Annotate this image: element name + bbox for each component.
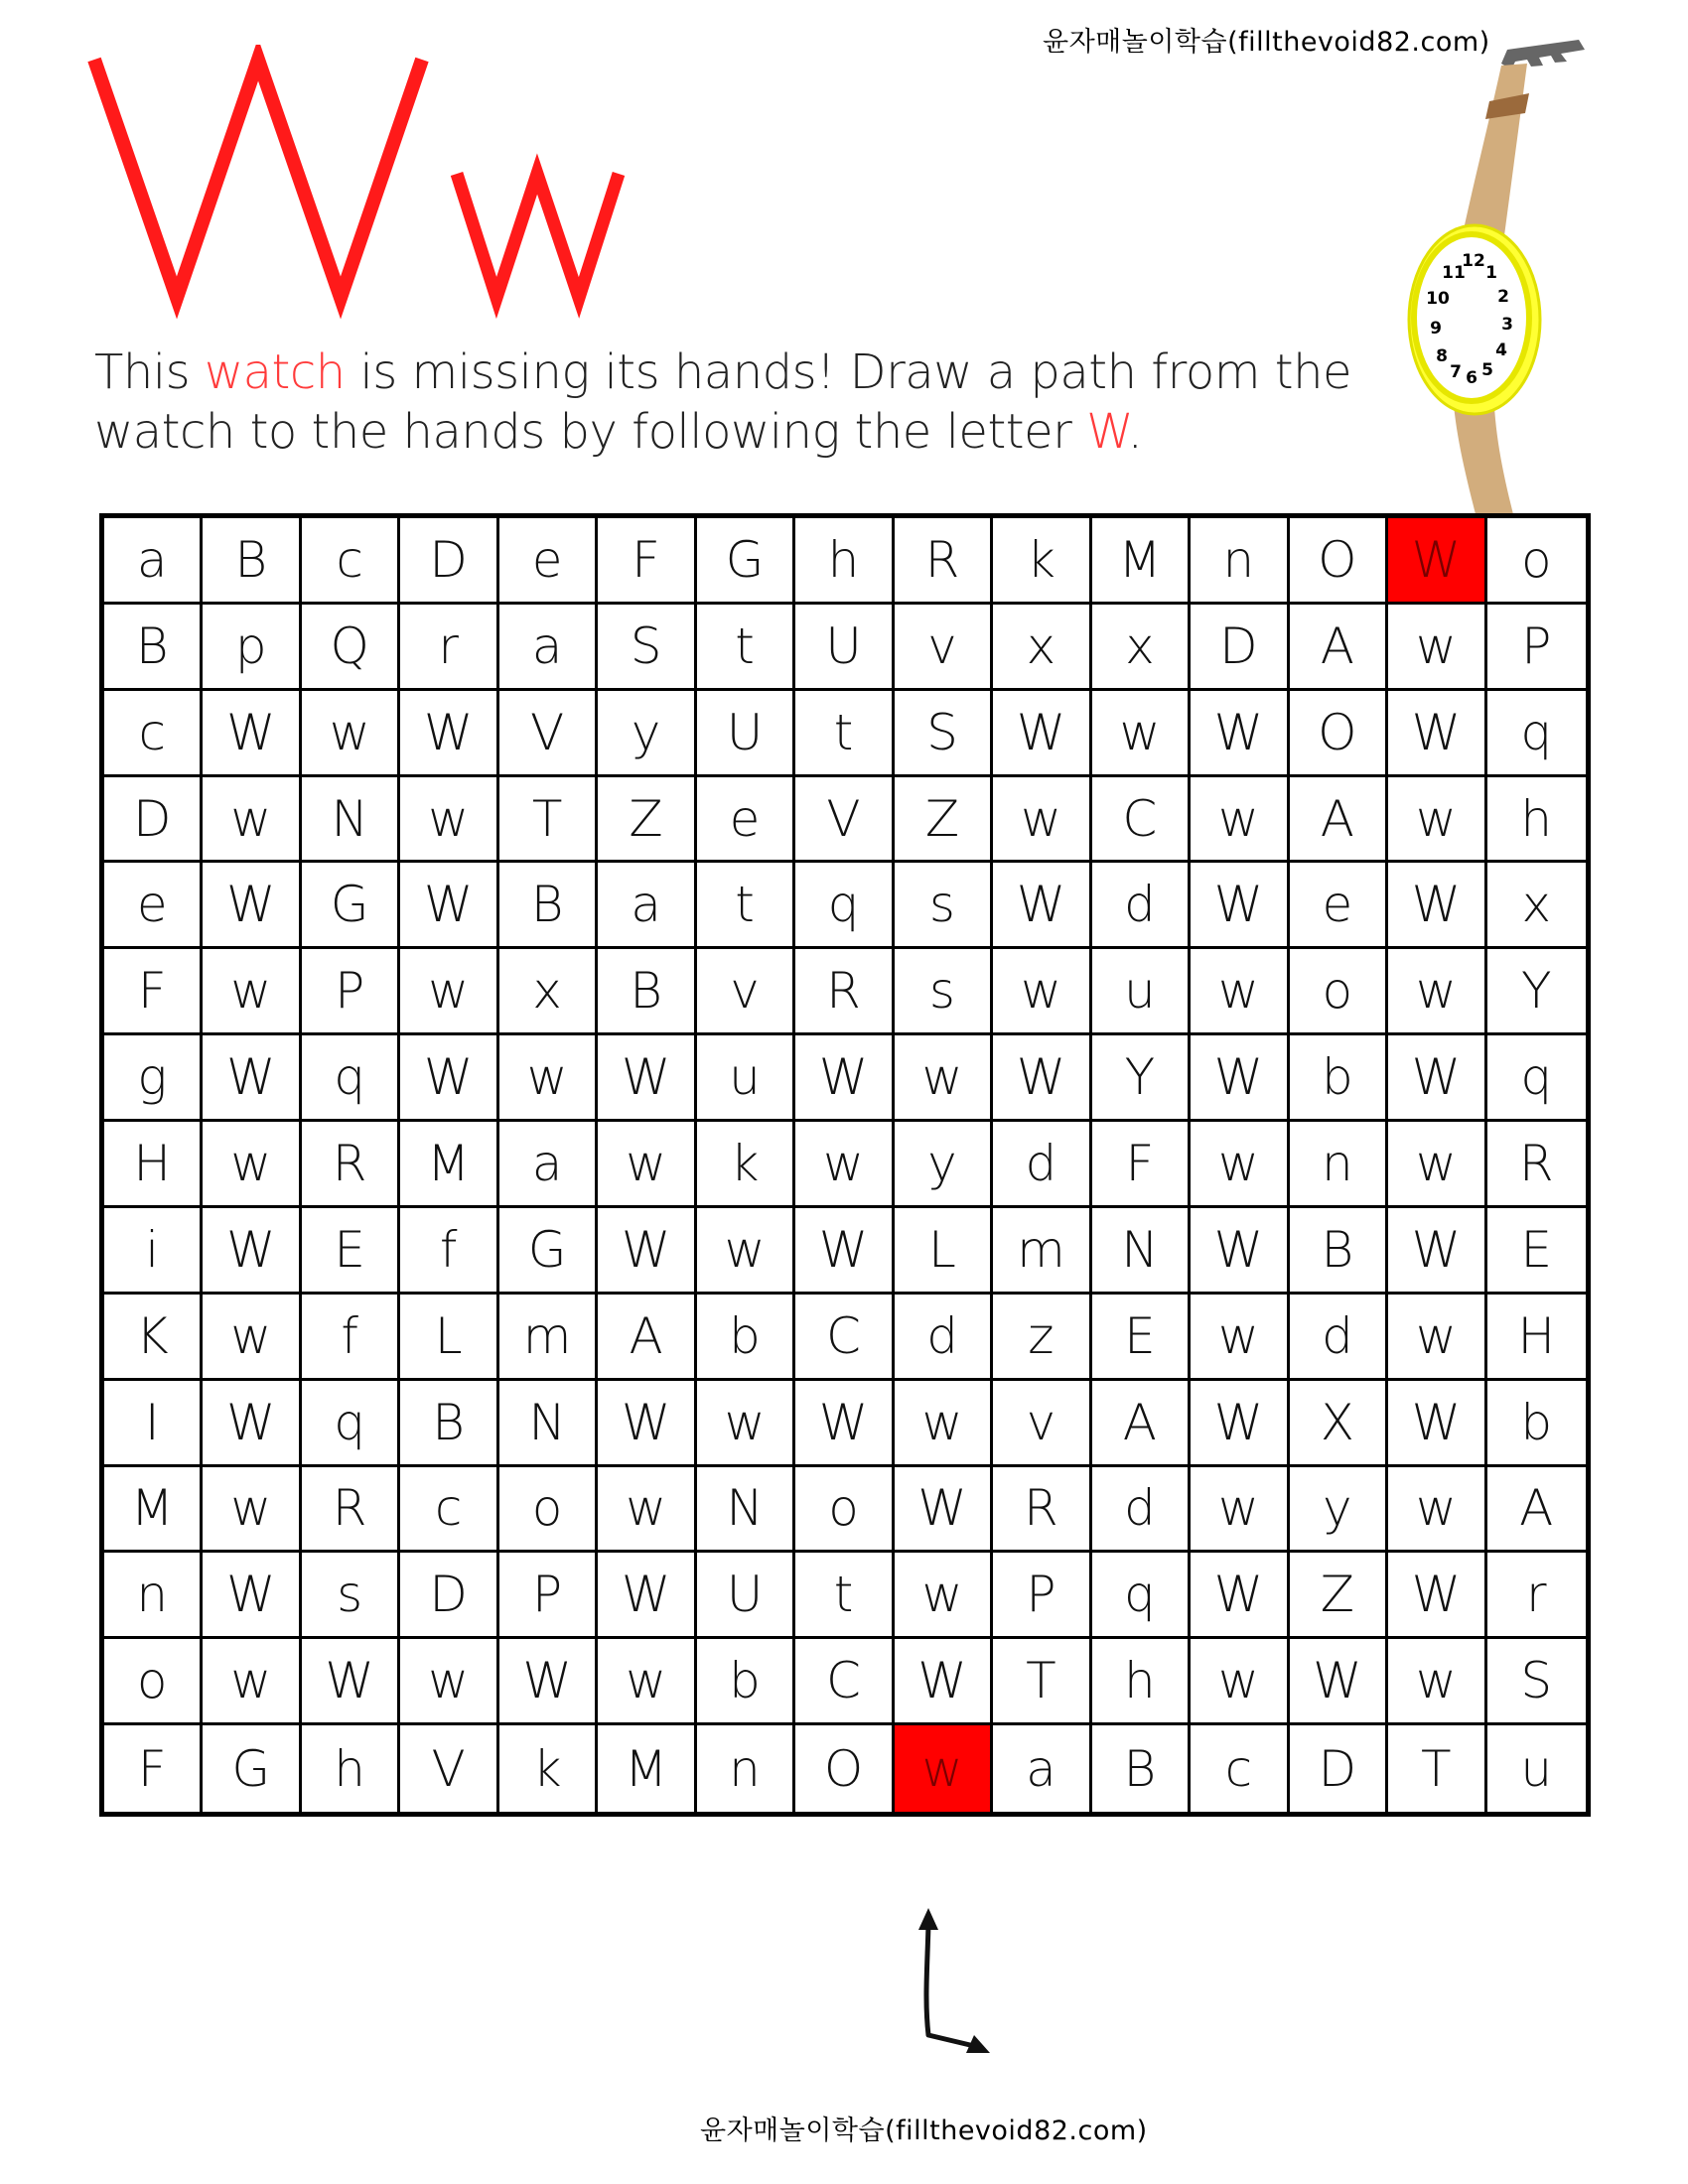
maze-cell: q <box>1487 1035 1586 1122</box>
maze-cell: W <box>795 1035 894 1122</box>
maze-cell: u <box>1520 1739 1553 1798</box>
maze-end-cell: w <box>895 1725 993 1812</box>
maze-cell: O <box>795 1725 894 1812</box>
maze-cell: o <box>104 1639 203 1725</box>
dial-number-3: 3 <box>1501 315 1513 335</box>
maze-cell: n <box>1191 518 1289 605</box>
maze-cell: N <box>697 1467 795 1554</box>
maze-cell: W <box>400 1035 498 1122</box>
maze-cell: W <box>795 1208 894 1295</box>
maze-cell: v <box>895 605 993 691</box>
maze-cell: w <box>203 1122 301 1208</box>
maze-cell: N <box>499 1381 598 1467</box>
maze-cell: w <box>1191 1295 1289 1381</box>
maze-cell: U <box>697 691 795 777</box>
maze-cell: f <box>400 1208 498 1295</box>
maze-cell: d <box>895 1295 993 1381</box>
maze-cell: o <box>1290 949 1388 1035</box>
maze-cell: v <box>697 949 795 1035</box>
maze-cell: w <box>203 1467 301 1554</box>
maze-cell: G <box>697 518 795 605</box>
maze-cell: S <box>895 691 993 777</box>
maze-cell: w <box>598 1467 696 1554</box>
maze-cell: A <box>598 1295 696 1381</box>
maze-cell: n <box>697 1725 795 1812</box>
maze-cell: k <box>993 518 1091 605</box>
maze-cell: H <box>1487 1295 1586 1381</box>
maze-cell: D <box>1191 605 1289 691</box>
maze-cell: v <box>993 1381 1091 1467</box>
maze-cell: C <box>1092 777 1191 864</box>
maze-cell: A <box>1092 1381 1191 1467</box>
dial-number-11: 11 <box>1442 263 1466 283</box>
maze-cell: W <box>1191 1381 1289 1467</box>
maze-cell: w <box>795 1122 894 1208</box>
maze-cell: T <box>499 777 598 864</box>
maze-cell: D <box>400 1553 498 1639</box>
maze-cell: d <box>1092 1467 1191 1554</box>
maze-cell: z <box>993 1295 1091 1381</box>
maze-cell: O <box>1290 518 1388 605</box>
maze-cell: F <box>104 1725 203 1812</box>
maze-cell: R <box>1487 1122 1586 1208</box>
maze-cell: B <box>499 863 598 949</box>
maze-cell: C <box>795 1295 894 1381</box>
maze-cell: P <box>1487 605 1586 691</box>
maze-cell: P <box>993 1553 1091 1639</box>
maze-cell: W <box>1388 691 1486 777</box>
maze-cell: W <box>1388 1208 1486 1295</box>
dial-number-6: 6 <box>1466 368 1477 388</box>
maze-cell: V <box>795 777 894 864</box>
maze-cell: b <box>1487 1381 1586 1467</box>
maze-cell: w <box>1388 1639 1486 1725</box>
maze-cell: W <box>203 1381 301 1467</box>
maze-cell: w <box>203 777 301 864</box>
maze-cell: W <box>400 691 498 777</box>
instructions-part3: . <box>1127 404 1143 460</box>
maze-cell: W <box>1191 863 1289 949</box>
maze-cell: w <box>1388 1467 1486 1554</box>
maze-cell: w <box>1191 777 1289 864</box>
maze-cell: P <box>499 1553 598 1639</box>
maze-cell: b <box>1290 1035 1388 1122</box>
dial-number-4: 4 <box>1495 341 1507 360</box>
maze-cell: n <box>104 1553 203 1639</box>
maze-cell: I <box>104 1381 203 1467</box>
maze-cell: w <box>697 1208 795 1295</box>
maze-cell: w <box>1191 949 1289 1035</box>
maze-cell: n <box>1290 1122 1388 1208</box>
dial-number-9: 9 <box>1430 319 1442 339</box>
maze-cell: W <box>203 691 301 777</box>
maze-cell: V <box>400 1725 498 1812</box>
maze-cell: w <box>598 1122 696 1208</box>
maze-cell: w <box>895 1381 993 1467</box>
maze-cell: t <box>697 605 795 691</box>
watch-icon <box>1390 30 1609 530</box>
dial-number-12: 12 <box>1462 251 1485 271</box>
maze-cell: G <box>302 863 400 949</box>
maze-cell: A <box>1290 605 1388 691</box>
maze-cell: w <box>895 1035 993 1122</box>
maze-cell: G <box>203 1725 301 1812</box>
maze-cell: B <box>1092 1725 1191 1812</box>
instructions-text <box>94 342 1415 462</box>
maze-cell: u <box>697 1035 795 1122</box>
maze-cell: Q <box>302 605 400 691</box>
maze-cell: R <box>302 1467 400 1554</box>
maze-cell: w <box>203 1295 301 1381</box>
site-credit-bottom: 윤자매놀이학습(fillthevoid82.com) <box>700 2116 1148 2146</box>
maze-cell: R <box>993 1467 1091 1554</box>
instructions-highlight-w: W <box>1086 404 1128 460</box>
dial-number-2: 2 <box>1497 287 1509 307</box>
maze-cell: c <box>302 518 400 605</box>
maze-cell: i <box>104 1208 203 1295</box>
maze-cell: w <box>1191 1122 1289 1208</box>
maze-cell: V <box>499 691 598 777</box>
maze-cell: O <box>1290 691 1388 777</box>
title-letters-ww <box>74 45 631 323</box>
maze-cell: q <box>1092 1553 1191 1639</box>
maze-cell: Z <box>598 777 696 864</box>
maze-cell: u <box>1092 949 1191 1035</box>
ww-letters-graphic <box>74 45 631 323</box>
maze-cell: w <box>697 1381 795 1467</box>
maze-cell: W <box>203 863 301 949</box>
letter-maze-grid <box>99 513 1591 1817</box>
maze-cell: A <box>1487 1467 1586 1554</box>
maze-cell: y <box>598 691 696 777</box>
maze-cell: W <box>203 1035 301 1122</box>
maze-cell: Z <box>1290 1553 1388 1639</box>
maze-cell: w <box>400 777 498 864</box>
maze-cell: d <box>993 1122 1091 1208</box>
maze-cell: W <box>1191 1208 1289 1295</box>
maze-start-cell: W <box>1388 518 1486 605</box>
watch-graphic <box>1390 30 1609 526</box>
maze-cell: x <box>1487 863 1586 949</box>
maze-cell: M <box>598 1725 696 1812</box>
dial-number-7: 7 <box>1450 362 1462 382</box>
maze-cell: w <box>302 691 400 777</box>
maze-cell: t <box>795 691 894 777</box>
maze-cell: W <box>598 1035 696 1122</box>
maze-cell: q <box>302 1381 400 1467</box>
maze-cell: e <box>104 863 203 949</box>
maze-cell: Z <box>895 777 993 864</box>
maze-cell: c <box>400 1467 498 1554</box>
maze-cell: q <box>1487 691 1586 777</box>
maze-cell: e <box>1290 863 1388 949</box>
maze-cell: T <box>993 1639 1091 1725</box>
clock-hands-graphic <box>899 1906 998 2055</box>
maze-cell: Y <box>1487 949 1586 1035</box>
maze-cell: L <box>400 1295 498 1381</box>
maze-cell: T <box>1388 1725 1486 1812</box>
maze-cell: W <box>598 1553 696 1639</box>
maze-cell: g <box>104 1035 203 1122</box>
maze-cell: Y <box>1092 1035 1191 1122</box>
maze-cell: w <box>993 777 1091 864</box>
maze-cell: w <box>1191 1639 1289 1725</box>
maze-cell: P <box>302 949 400 1035</box>
maze-cell: k <box>499 1725 598 1812</box>
maze-cell: W <box>1388 1553 1486 1639</box>
maze-cell: W <box>993 1035 1091 1122</box>
dial-number-10: 10 <box>1426 289 1450 309</box>
maze-cell: X <box>1290 1381 1388 1467</box>
dial-number-1: 1 <box>1485 263 1497 283</box>
maze-cell: o <box>499 1467 598 1554</box>
maze-cell: q <box>795 863 894 949</box>
clock-hands-icon <box>899 1906 998 2059</box>
maze-cell: W <box>1388 863 1486 949</box>
maze-cell: o <box>795 1467 894 1554</box>
maze-cell: w <box>1092 691 1191 777</box>
maze-cell: A <box>1290 777 1388 864</box>
maze-cell: w <box>1191 1467 1289 1554</box>
maze-cell: t <box>697 863 795 949</box>
maze-cell: a <box>499 1122 598 1208</box>
maze-cell: B <box>1290 1208 1388 1295</box>
maze-cell: d <box>1092 863 1191 949</box>
maze-cell: U <box>697 1553 795 1639</box>
maze-cell: W <box>795 1381 894 1467</box>
maze-cell: w <box>1388 777 1486 864</box>
maze-cell: W <box>993 863 1091 949</box>
maze-cell: r <box>1487 1553 1586 1639</box>
maze-cell: D <box>1290 1725 1388 1812</box>
maze-cell: F <box>104 949 203 1035</box>
maze-cell: w <box>598 1639 696 1725</box>
maze-cell: w <box>499 1035 598 1122</box>
maze-cell: a <box>993 1725 1091 1812</box>
maze-cell: W <box>895 1639 993 1725</box>
maze-cell: U <box>795 605 894 691</box>
maze-cell: s <box>895 863 993 949</box>
maze-cell: W <box>895 1467 993 1554</box>
maze-cell: q <box>302 1035 400 1122</box>
maze-cell: t <box>795 1553 894 1639</box>
maze-cell: W <box>400 863 498 949</box>
instructions-highlight-watch: watch <box>204 344 346 400</box>
maze-cell: s <box>895 949 993 1035</box>
maze-cell: B <box>104 605 203 691</box>
maze-cell: x <box>1092 605 1191 691</box>
maze-cell: N <box>302 777 400 864</box>
maze-cell: w <box>1388 1122 1486 1208</box>
maze-cell: W <box>598 1381 696 1467</box>
maze-cell: m <box>993 1208 1091 1295</box>
instructions-part1: This <box>94 344 205 400</box>
maze-cell: L <box>895 1208 993 1295</box>
maze-cell: w <box>203 1639 301 1725</box>
maze-cell: o <box>1487 518 1586 605</box>
maze-cell: B <box>203 518 301 605</box>
maze-cell: W <box>1290 1639 1388 1725</box>
maze-cell: h <box>1487 777 1586 864</box>
maze-cell: R <box>795 949 894 1035</box>
dial-number-5: 5 <box>1481 360 1493 380</box>
site-credit-top: 윤자매놀이학습(fillthevoid82.com) <box>1043 27 1490 58</box>
instructions-part2: is missing its hands! Draw a path from the watch to the hands by following the letter <box>94 344 1352 460</box>
maze-cell: D <box>400 518 498 605</box>
maze-cell: W <box>499 1639 598 1725</box>
maze-cell: w <box>400 949 498 1035</box>
maze-cell: F <box>1092 1122 1191 1208</box>
maze-cell: W <box>1191 1553 1289 1639</box>
maze-cell: W <box>598 1208 696 1295</box>
maze-cell: E <box>1487 1208 1586 1295</box>
maze-cell: E <box>1092 1295 1191 1381</box>
maze-cell: W <box>203 1553 301 1639</box>
maze-cell: c <box>104 691 203 777</box>
maze-cell: b <box>697 1639 795 1725</box>
maze-cell: M <box>104 1467 203 1554</box>
maze-cell: R <box>302 1122 400 1208</box>
maze-cell: N <box>1092 1208 1191 1295</box>
maze-cell: S <box>1487 1639 1586 1725</box>
maze-cell: d <box>1290 1295 1388 1381</box>
maze-cell: c <box>1191 1725 1289 1812</box>
maze-cell: D <box>104 777 203 864</box>
maze-cell: a <box>104 518 203 605</box>
maze-cell: F <box>598 518 696 605</box>
maze-cell: B <box>400 1381 498 1467</box>
maze-cell: W <box>1388 1381 1486 1467</box>
maze-cell: M <box>400 1122 498 1208</box>
maze-cell: h <box>1092 1639 1191 1725</box>
maze-cell: r <box>400 605 498 691</box>
maze-cell: e <box>499 518 598 605</box>
maze-cell: W <box>1388 1035 1486 1122</box>
maze-cell: b <box>697 1295 795 1381</box>
maze-cell: p <box>203 605 301 691</box>
maze-cell: y <box>1290 1467 1388 1554</box>
maze-cell: e <box>697 777 795 864</box>
maze-cell: m <box>499 1295 598 1381</box>
maze-cell: w <box>400 1639 498 1725</box>
maze-cell: E <box>302 1208 400 1295</box>
maze-cell: w <box>1388 605 1486 691</box>
maze-cell: G <box>499 1208 598 1295</box>
maze-cell: x <box>993 605 1091 691</box>
maze-cell: y <box>895 1122 993 1208</box>
maze-cell: K <box>104 1295 203 1381</box>
maze-cell: B <box>598 949 696 1035</box>
maze-cell: S <box>598 605 696 691</box>
maze-cell: a <box>598 863 696 949</box>
maze-cell: w <box>993 949 1091 1035</box>
maze-cell: W <box>203 1208 301 1295</box>
maze-cell: R <box>895 518 993 605</box>
maze-cell: h <box>795 518 894 605</box>
maze-cell: k <box>697 1122 795 1208</box>
maze-cell: W <box>993 691 1091 777</box>
maze-cell: w <box>1388 1295 1486 1381</box>
maze-cell: w <box>203 949 301 1035</box>
dial-number-8: 8 <box>1436 346 1448 366</box>
maze-cell: w <box>1388 949 1486 1035</box>
maze-cell: s <box>302 1553 400 1639</box>
maze-cell: W <box>1191 691 1289 777</box>
maze-cell: a <box>499 605 598 691</box>
maze-cell: H <box>104 1122 203 1208</box>
maze-cell: C <box>795 1639 894 1725</box>
maze-cell: h <box>302 1725 400 1812</box>
maze-cell: w <box>895 1553 993 1639</box>
maze-cell: W <box>1191 1035 1289 1122</box>
maze-cell: f <box>302 1295 400 1381</box>
maze-cell: x <box>499 949 598 1035</box>
maze-cell: M <box>1092 518 1191 605</box>
maze-cell: W <box>302 1639 400 1725</box>
